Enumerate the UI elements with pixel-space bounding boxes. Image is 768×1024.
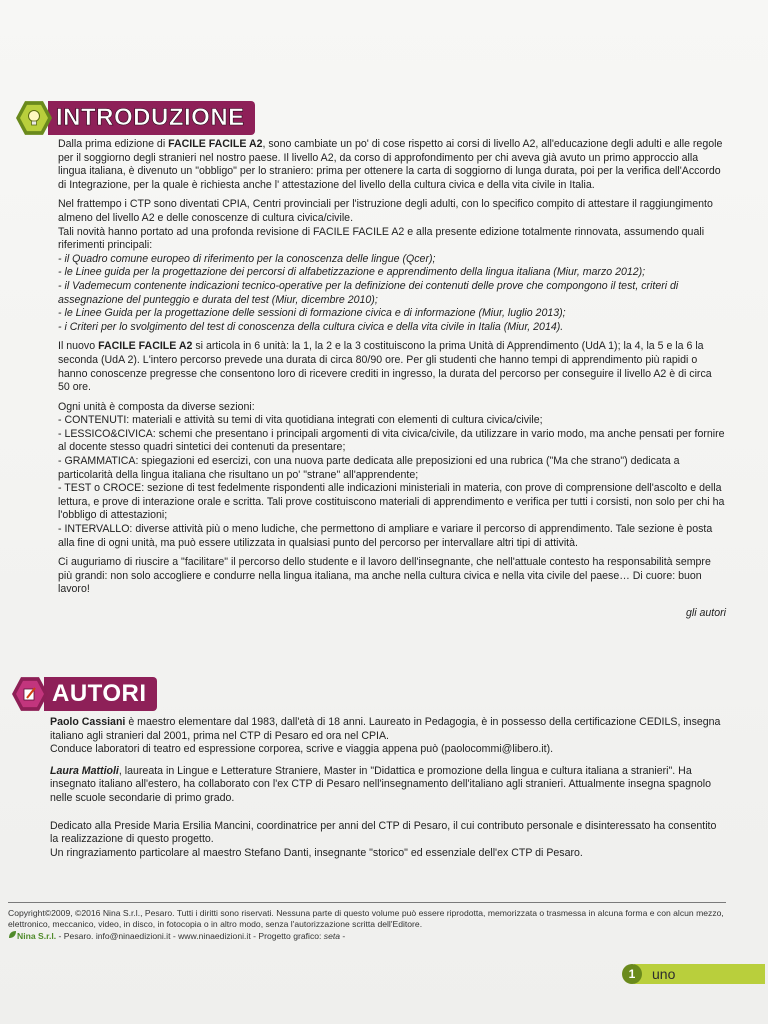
autori-hex-badge	[12, 676, 48, 712]
footer-divider	[8, 902, 726, 903]
list-item: - INTERVALLO: diverse attività più o meno ludiche, che permettono di ampliare e variare il percorso di apprendimento. Tale sezione è posta alla fine di ogni unità, ma può essere utilizzata in qualsiasi punto del percorso per intervallare altri tipi di attività.	[58, 523, 713, 549]
page-number: 1	[622, 964, 642, 984]
list-item: - TEST o CROCE: sezione di test fedelmente rispondenti alle indicazioni ministeriali in materia, con prove di comprensione dell'ascolto e della lettura, e prove di interazione orale e scritta. Tali prove costituiscono materiali di apprendimento e verifica per tutti i corsisti, non solo per chi ha l'obbligo di attestazioni;	[58, 482, 725, 522]
autori-header	[12, 676, 157, 712]
page-word: uno	[634, 964, 765, 984]
intro-paragraph-1	[58, 138, 726, 192]
intro-p1-lead: Dalla prima edizione di	[58, 138, 169, 150]
intro-paragraph-5: Ci auguriamo di riuscire a "facilitare" il percorso dello studente e il lavoro dell'insegnante, che nell'attuale contesto ha responsabilità sempre più grandi: non solo accogliere e condurre nella lingua italiana, ma anche nella cultura civica e nella vita civile del paese… Di cuore: buon lavoro!	[58, 556, 711, 596]
intro-signature: gli autori	[685, 607, 726, 619]
list-item: - LESSICO&CIVICA: schemi che presentano i principali argomenti di vita civica/civile, da utilizzare in vario modo, ma anche pensati per fornire al docente stesso quadri sintetici dei contenuti da presentare;	[58, 427, 725, 454]
footer-designer: seta	[323, 931, 341, 941]
footer-copyright: Copyright©2009, ©2016 Nina S.r.l., Pesaro. Tutti i diritti sono riservati. Nessuna parte di questo volume può essere riprodotta, memorizzata o trasmessa in alcuna forma e con alcun mezzo, elettronico, meccanico, video, in disco, in fotocopia o in altro modo, senza l'autorizzazione scritta dell'Editore.	[8, 908, 724, 929]
lightbulb-icon	[26, 109, 42, 127]
footer-designer-suffix: -	[340, 931, 346, 941]
intro-p3-rest: si articola in 6 unità: la 1, la 2 e la 3 costituiscono la prima Unità di Apprendimento (UdA 1); la 4, la 5 e la 6 la seconda (UdA 2). L'intero percorso prevede una durata di circa 80/90 ore. Per gli studenti che hanno tempi di apprendimento più rapidi o hanno conoscenze pregresse che consentono loro di ricevere crediti in ingresso, la durata del percorso per conseguire il livello A2 è di circa 50 ore.	[58, 340, 712, 394]
thanks-paragraph: Un ringraziamento particolare al maestro Stefano Danti, insegnante "storico" ed essenziale dell'ex CTP di Pesaro.	[50, 846, 583, 859]
intro-p2-lead: Nel frattempo i CTP sono diventati CPIA, Centri provinciali per l'istruzione degli adulti, con lo specifico compito di attestare il raggiungimento almeno del livello A2 e delle conoscenze di cultura civica/civile.	[58, 198, 713, 224]
list-item: - i Criteri per lo svolgimento del test di conoscenza della cultura civica e della vita civile in Italia (Miur, 2014).	[58, 320, 564, 333]
author-name-1: Paolo Cassiani	[50, 716, 126, 728]
autori-title: AUTORI	[44, 677, 157, 711]
author-2-bio: , laureata in Lingue e Letterature Straniere, Master in "Didattica e promozione della lingua e cultura italiana a stranieri". Ha insegnato italiano all'estero, ha collaborato con l'ex CTP di Pesaro nell'insegnamento dell'italiano agli stranieri. Attualmente insegna spagnolo nelle scuole secondarie di primo grado.	[50, 764, 711, 804]
list-item: - le Linee Guida per la progettazione delle sessioni di formazione civica e di informazione (Miur, luglio 2013);	[58, 307, 566, 320]
intro-p2-line2: Tali novità hanno portato ad una profonda revisione di FACILE FACILE A2 e alla presente edizione totalmente rinnovata, assumendo quali riferimenti principali:	[58, 225, 705, 252]
intro-p1-bold: FACILE FACILE A2	[168, 138, 263, 150]
author-name-2: Laura Mattioli	[50, 764, 119, 777]
footer-brand	[8, 931, 56, 941]
intro-paragraph-3	[58, 340, 726, 394]
intro-header	[16, 100, 255, 136]
author-1-bio: è maestro elementare dal 1983, dall'età di 18 anni. Laureato in Pedagogia, è in possesso della certificazione CEDILS, insegna italiano agli stranieri dal 2001, prima nel CTP di Pesaro ed ora nel CPIA.	[50, 716, 721, 742]
author-1-bio-line2: Conduce laboratori di teatro ed espressione corporea, scrive e viaggia appena può (paolocommi@libero.it).	[50, 743, 554, 756]
intro-title: INTRODUZIONE	[48, 101, 255, 135]
list-item: - il Vademecum contenente indicazioni tecnico-operative per la definizione dei contenuti delle prove che compongono il test, criteri di assegnazione del punteggio e durata del test (Miur, dicembre 2010);	[58, 279, 679, 306]
footer-brand-name: Nina S.r.l.	[17, 931, 57, 941]
list-item: - GRAMMATICA: spiegazioni ed esercizi, con una nuova parte dedicata alle preposizioni ed una rubrica ("Ma che strano") dedicata a particolarità della lingua italiana che risultano un po' "strane" all'apprendente;	[58, 455, 680, 481]
intro-body	[58, 138, 726, 621]
intro-p3-lead: Il nuovo	[58, 340, 99, 353]
footer-contact: - Pesaro. info@ninaedizioni.it - www.ninaedizioni.it - Progetto grafico:	[56, 931, 324, 941]
pencil-icon	[22, 686, 38, 702]
list-item: - le Linee guida per la progettazione dei percorsi di alfabetizzazione e apprendimento della lingua italiana (Miur, marzo 2012);	[58, 266, 646, 279]
dedication-paragraph: Dedicato alla Preside Maria Ersilia Mancini, coordinatrice per anni del CTP di Pesaro, il cui contributo personale e disinteressato ha consentito la realizzazione di questo progetto.	[50, 819, 717, 846]
intro-paragraph-2	[58, 198, 726, 334]
intro-p4-lead: Ogni unità è composta da diverse sezioni:	[58, 400, 255, 413]
intro-paragraph-4	[58, 401, 726, 551]
list-item: - il Quadro comune europeo di riferimento per la conoscenza delle lingue (Qcer);	[58, 252, 436, 265]
intro-hex-badge	[16, 100, 52, 136]
author-paragraph-1	[50, 716, 726, 757]
intro-p3-bold: FACILE FACILE A2	[98, 340, 193, 353]
footer	[8, 908, 728, 942]
intro-p1-rest: , sono cambiate un po' di cose rispetto ai corsi di livello A2, all'educazione degli adulti e alle regole per il soggiorno degli stranieri nel nostro paese. Il livello A2, da corso di approfondimento per chi aveva già avuto un primo approccio alla lingua italiana, è divenuto un "obbligo" per lo straniero: prima per ottenere la carta di soggiorno di lunga durata, poi per la verifica dell'Accordo di Integrazione, per la quale è richiesta anche l' attestazione del livello della cultura civica e della vita civile in Italia.	[58, 138, 723, 191]
autori-body	[50, 716, 726, 866]
leaf-icon	[8, 930, 17, 939]
list-item: - CONTENUTI: materiali e attività su temi di vita quotidiana integrati con elementi di cultura civica/civile;	[58, 414, 543, 427]
page-number-badge	[622, 964, 765, 984]
author-paragraph-2	[50, 765, 726, 806]
